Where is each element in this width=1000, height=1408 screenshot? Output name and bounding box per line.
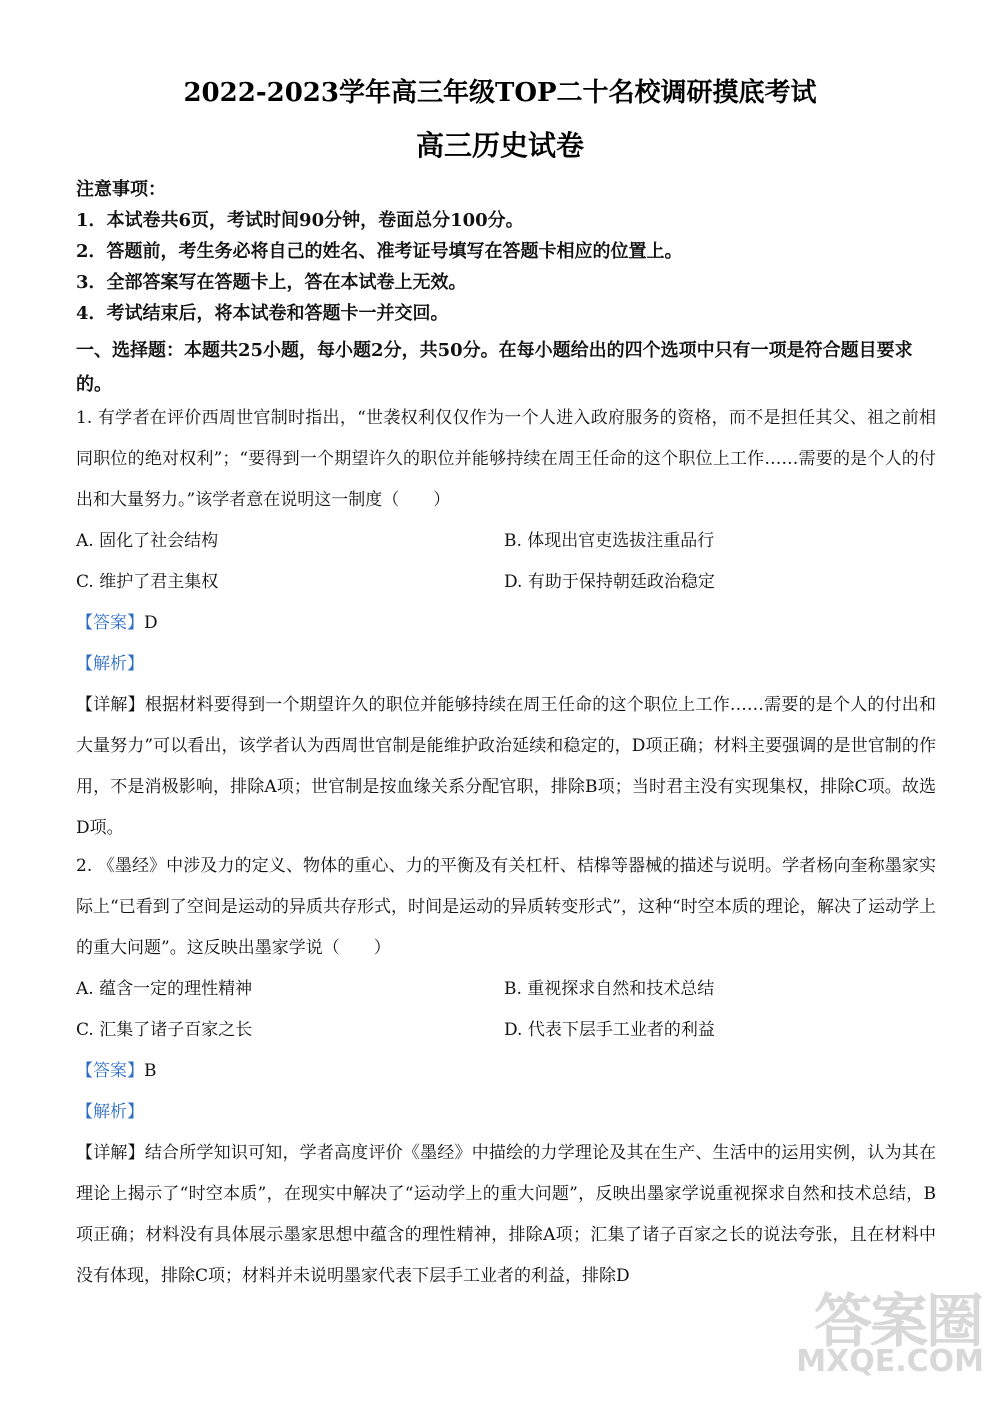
detail-text: 结合所学知识可知，学者高度评价《墨经》中描绘的力学理论及其在生产、生活中的运用实例，认为其在理论上揭示了“时空本质”，在现实中解决了“运动学上的重大问题”，反映出墨家学说重视探求自然和技术总结，B项正确；材料没有具体展示墨家思想中蕴含的理性精神，排除A项；汇集了诸子百家之长的说法夸张，且在材料中没有体现，排除C项；材料并未说明墨家代表下层手工业者的利益，排除D	[76, 1143, 937, 1286]
detail-label: 【详解】	[76, 695, 145, 715]
question-1-options	[76, 521, 936, 603]
analysis-label: 【解析】	[76, 1102, 144, 1122]
question-2-detail	[76, 1133, 936, 1297]
notice-item-1: 1．本试卷共6页，考试时间90分钟，卷面总分100分。	[76, 210, 524, 231]
detail-label: 【详解】	[76, 1143, 145, 1163]
exam-title: 2022-2023学年高三年级TOP二十名校调研摸底考试	[183, 78, 817, 108]
question-1-stem: 1. 有学者在评价西周世官制时指出，“世袭权利仅仅作为一个人进入政府服务的资格，而不是担任其父、祖之前相同职位的绝对权利”；“要得到一个期望许久的职位并能够持续在周王任命的这个职位上工作……需要的是个人的付出和大量努力。”该学者意在说明这一制度（ ）	[76, 408, 936, 510]
question-2-answer	[76, 1051, 936, 1092]
exam-subtitle: 高三历史试卷	[415, 129, 584, 162]
section-heading: 一、选择题：本题共25小题，每小题2分，共50分。在每小题给出的四个选项中只有一项是符合题目要求的。	[76, 340, 913, 395]
question-2	[76, 846, 936, 1297]
option-c: C. 维护了君主集权	[76, 572, 219, 592]
analysis-label: 【解析】	[76, 654, 144, 674]
question-1-detail	[76, 685, 936, 849]
answer-value: D	[144, 613, 158, 633]
notice-heading: 注意事项：	[76, 179, 166, 200]
watermark-logo-text: 答案圈	[813, 1287, 982, 1355]
notice-item-2: 2．答题前，考生务必将自己的姓名、准考证号填写在答题卡相应的位置上。	[76, 241, 683, 262]
question-1-answer	[76, 603, 936, 644]
notice-item-4: 4．考试结束后，将本试卷和答题卡一并交回。	[76, 303, 449, 324]
watermark-logo-url: MXQE.COM	[796, 1344, 984, 1379]
question-2-options	[76, 969, 936, 1051]
option-d: D. 有助于保持朝廷政治稳定	[504, 572, 715, 592]
question-1	[76, 398, 936, 849]
notice-item-3: 3．全部答案写在答题卡上，答在本试卷上无效。	[76, 272, 467, 293]
watermark-logo	[796, 1274, 992, 1394]
answer-value: B	[144, 1061, 157, 1081]
option-a: A. 蕴含一定的理性精神	[76, 979, 253, 999]
option-a: A. 固化了社会结构	[76, 531, 219, 551]
detail-text: 根据材料要得到一个期望许久的职位并能够持续在周王任命的这个职位上工作……需要的是个人的付出和大量努力”可以看出，该学者认为西周世官制是能维护政治延续和稳定的，D项正确；材料主要强调的是世官制的作用，不是消极影响，排除A项；世官制是按血缘关系分配官职，排除B项；当时君主没有实现集权，排除C项。故选D项。	[76, 695, 937, 838]
option-b: B. 重视探求自然和技术总结	[504, 979, 715, 999]
answer-label: 【答案】	[76, 1061, 144, 1081]
option-c: C. 汇集了诸子百家之长	[76, 1020, 253, 1040]
option-d: D. 代表下层手工业者的利益	[504, 1020, 715, 1040]
answer-label: 【答案】	[76, 613, 144, 633]
question-2-stem: 2. 《墨经》中涉及力的定义、物体的重心、力的平衡及有关杠杆、桔槔等器械的描述与说明。学者杨向奎称墨家实际上“已看到了空间是运动的异质共存形式，时间是运动的异质转变形式”，这种“时空本质的理论，解决了运动学上的重大问题”。这反映出墨家学说（ ）	[76, 856, 936, 958]
notice-block	[76, 174, 936, 329]
option-b: B. 体现出官吏选拔注重品行	[504, 531, 715, 551]
